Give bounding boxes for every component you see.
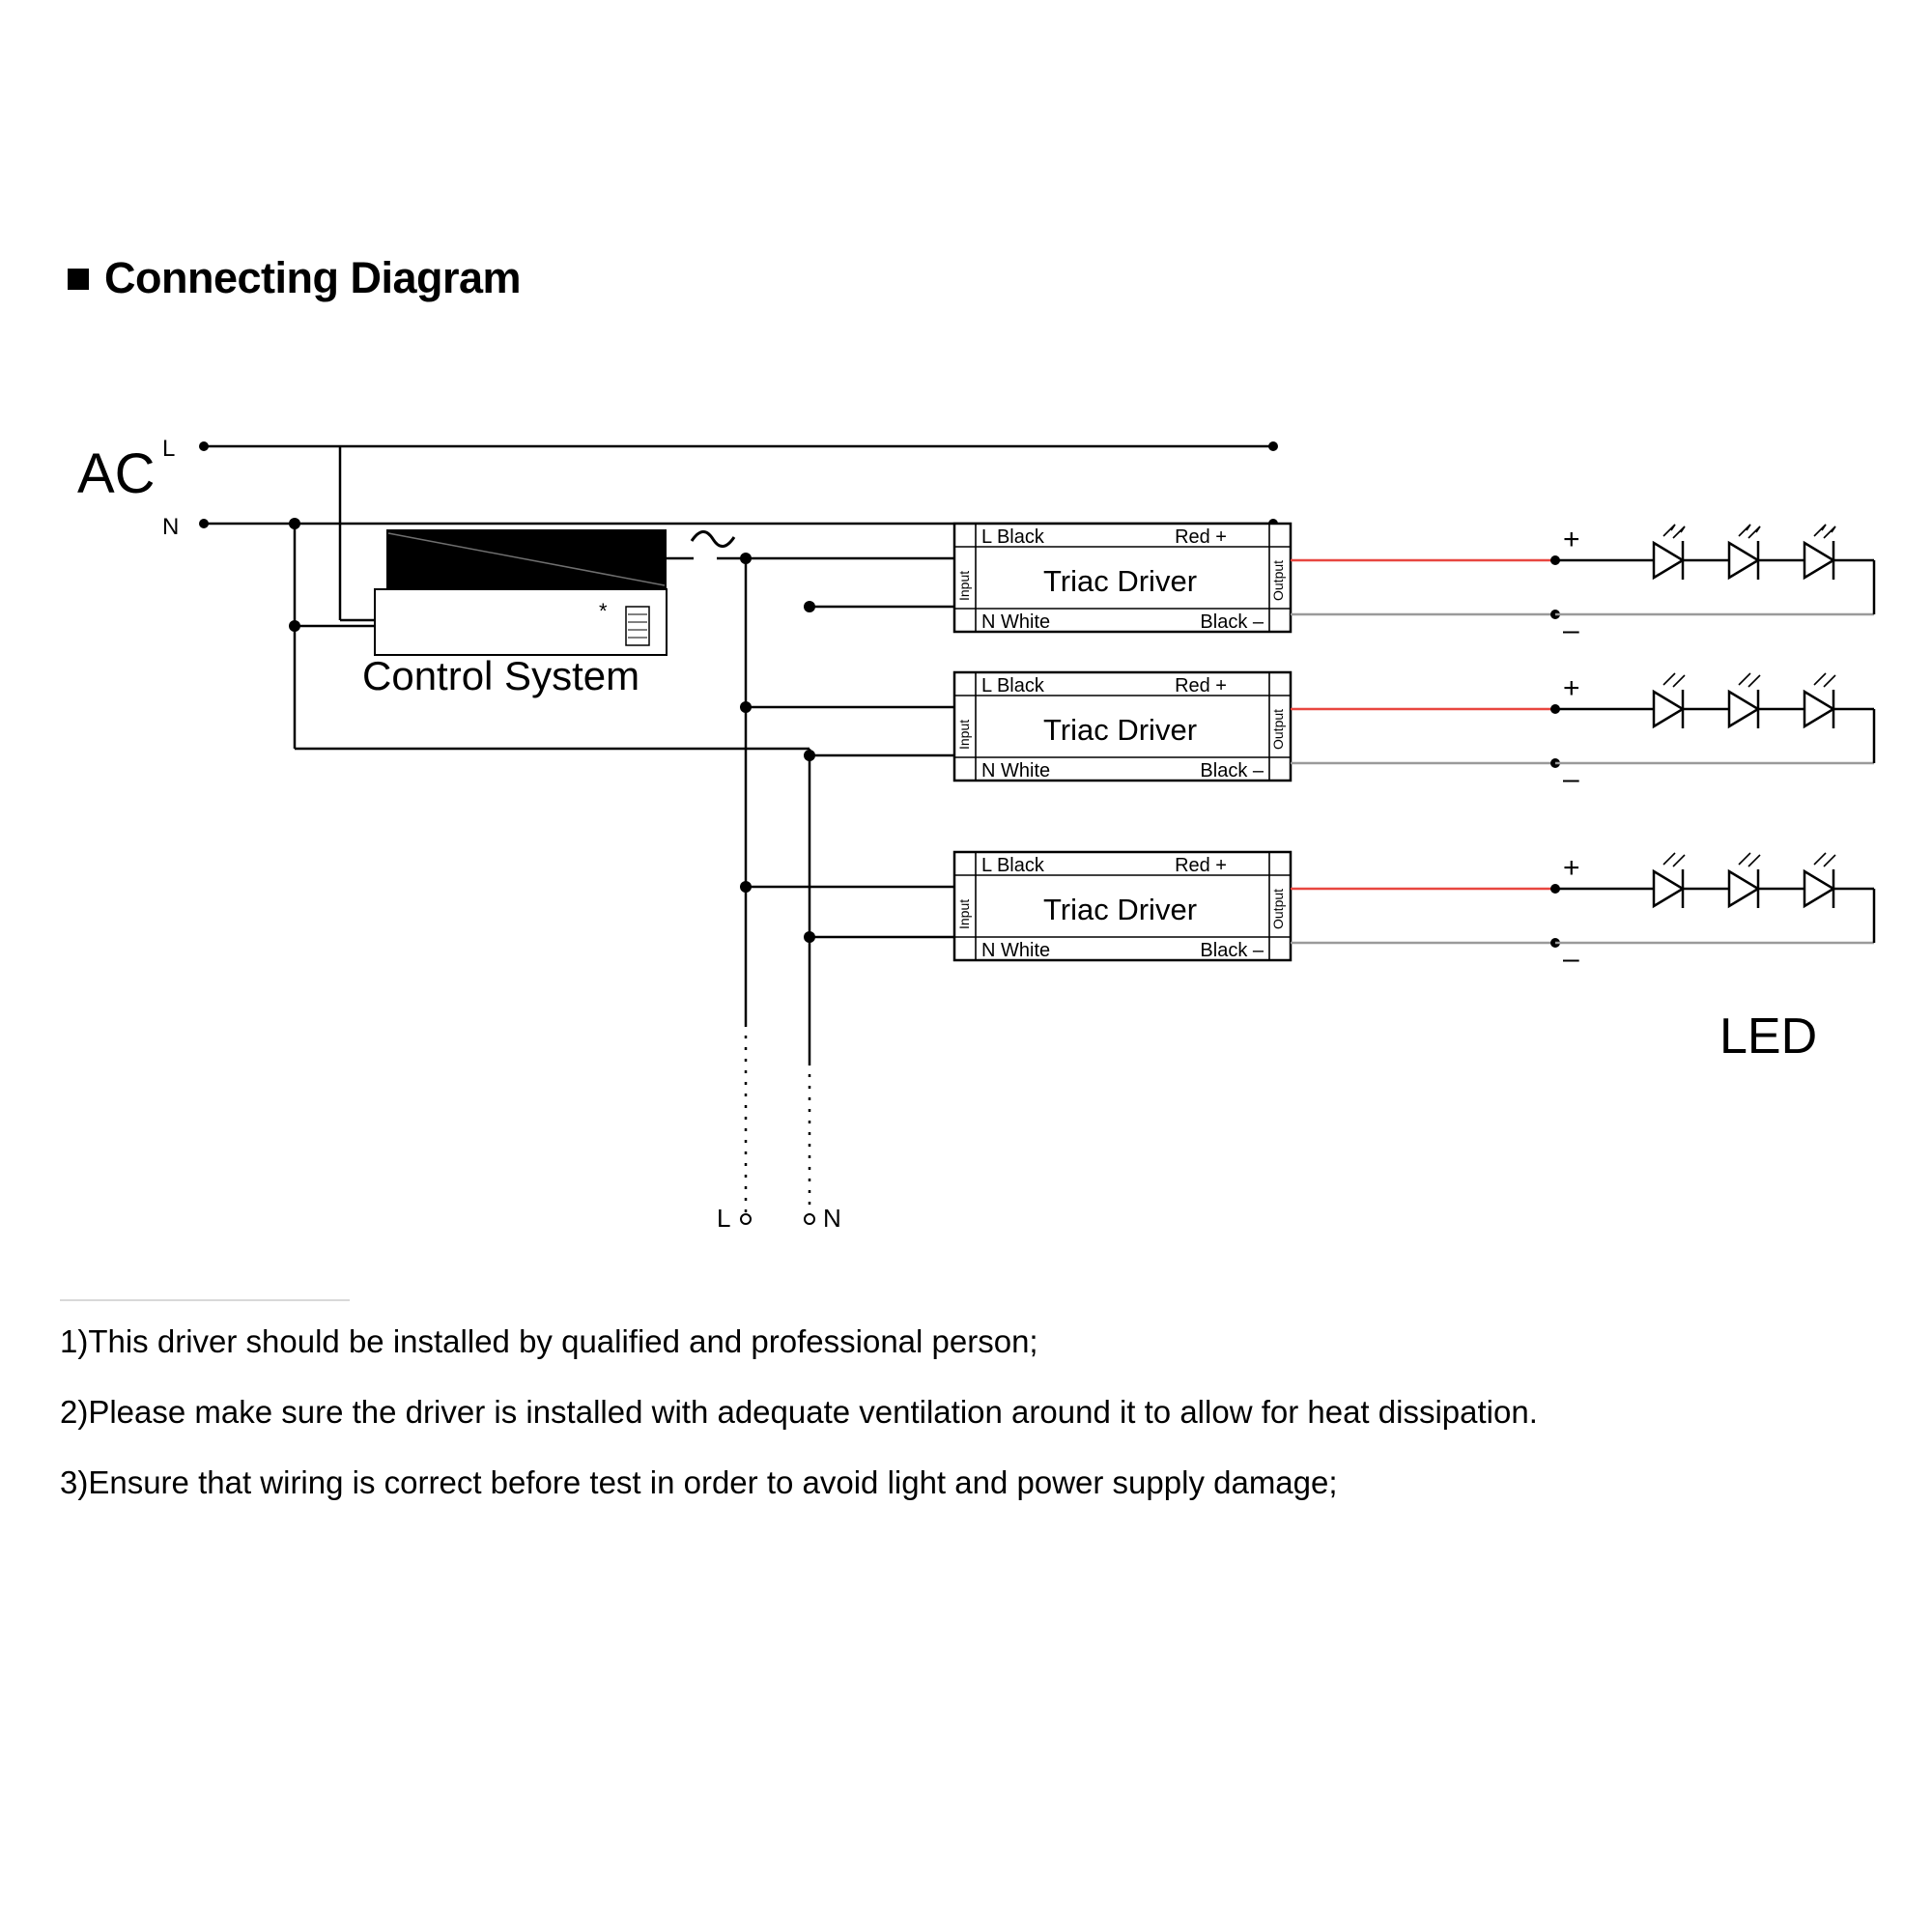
driver-row-1	[746, 524, 1874, 646]
driver2-input-line-label: L Black	[981, 675, 1044, 696]
driver3-title: Triac Driver	[1043, 893, 1198, 926]
led-symbol	[1804, 673, 1835, 728]
driver1-output-negative-label: Black –	[1200, 611, 1264, 633]
driver1-input-neutral-label: N White	[981, 611, 1051, 633]
driver1-input-line-label: L Black	[981, 526, 1044, 548]
driver1-output-side-label: Output	[1270, 559, 1286, 601]
control-system-label: Control System	[362, 653, 640, 698]
note-item: 1)This driver should be installed by qualified and professional person;	[60, 1323, 1038, 1359]
driver2-output-side-label: Output	[1270, 708, 1286, 750]
driver1-output-positive-label: Red +	[1175, 526, 1227, 548]
spare-line-terminal-label: L	[717, 1204, 731, 1233]
page-title-text: Connecting Diagram	[104, 253, 522, 302]
driver3-load-plus: +	[1563, 852, 1580, 884]
notes-list	[60, 1325, 1876, 1537]
driver3-input-side-label: Input	[956, 898, 972, 929]
ac-line-bus-end-dot	[1268, 441, 1278, 451]
driver-row-2	[740, 672, 1874, 795]
driver2-load-minus: –	[1563, 763, 1579, 795]
driver3-input-line-label: L Black	[981, 855, 1044, 876]
note-item: 2)Please make sure the driver is installed with adequate ventilation around it to allow for heat dissipation.	[60, 1394, 1538, 1430]
led-symbol	[1804, 853, 1835, 908]
ac-line-label: L	[162, 436, 176, 462]
driver2-output-positive-label: Red +	[1175, 675, 1227, 696]
led-symbol	[1804, 525, 1835, 580]
led-symbol	[1729, 853, 1760, 908]
ac-label: AC	[77, 442, 156, 505]
driver3-line-feed-dot	[740, 881, 752, 893]
control-system-body	[375, 589, 667, 655]
page-title	[68, 253, 521, 303]
driver1-load-minus: –	[1563, 614, 1579, 646]
led-symbol	[1654, 853, 1685, 908]
wiring-diagram	[0, 386, 1932, 1256]
driver2-neutral-feed-dot	[804, 750, 815, 761]
control-system-asterisk: *	[599, 599, 608, 623]
driver3-load-minus: –	[1563, 943, 1579, 975]
driver2-line-feed-dot	[740, 701, 752, 713]
driver2-load-plus: +	[1563, 672, 1580, 704]
slider-icon[interactable]	[626, 607, 649, 645]
driver1-title: Triac Driver	[1043, 564, 1198, 598]
led-group-label: LED	[1719, 1009, 1818, 1065]
driver1-input-side-label: Input	[956, 570, 972, 601]
led-symbol	[1654, 673, 1685, 728]
spare-neutral-terminal-label: N	[823, 1204, 841, 1233]
driver3-input-neutral-label: N White	[981, 940, 1051, 961]
section-divider	[60, 1299, 350, 1301]
driver2-input-neutral-label: N White	[981, 760, 1051, 781]
led-symbol	[1729, 525, 1760, 580]
wiring-diagram-svg	[0, 386, 1932, 1256]
driver2-output-negative-label: Black –	[1200, 760, 1264, 781]
driver3-output-negative-label: Black –	[1200, 940, 1264, 961]
led-symbol	[1729, 673, 1760, 728]
note-item: 3)Ensure that wiring is correct before test in order to avoid light and power supply damage;	[60, 1464, 1338, 1500]
spare-line-terminal-dot	[741, 1214, 751, 1224]
driver3-neutral-feed-dot	[804, 931, 815, 943]
led-symbol	[1654, 525, 1685, 580]
spare-neutral-terminal-dot	[805, 1214, 814, 1224]
driver-row-3	[740, 852, 1874, 975]
square-bullet-icon	[68, 269, 89, 290]
driver2-input-side-label: Input	[956, 719, 972, 750]
ac-waveform-icon	[692, 531, 734, 546]
driver1-neutral-feed-dot	[804, 601, 815, 612]
driver2-title: Triac Driver	[1043, 713, 1198, 747]
driver3-output-positive-label: Red +	[1175, 855, 1227, 876]
ac-neutral-label: N	[162, 514, 180, 540]
driver3-output-side-label: Output	[1270, 888, 1286, 929]
driver1-load-plus: +	[1563, 524, 1580, 555]
